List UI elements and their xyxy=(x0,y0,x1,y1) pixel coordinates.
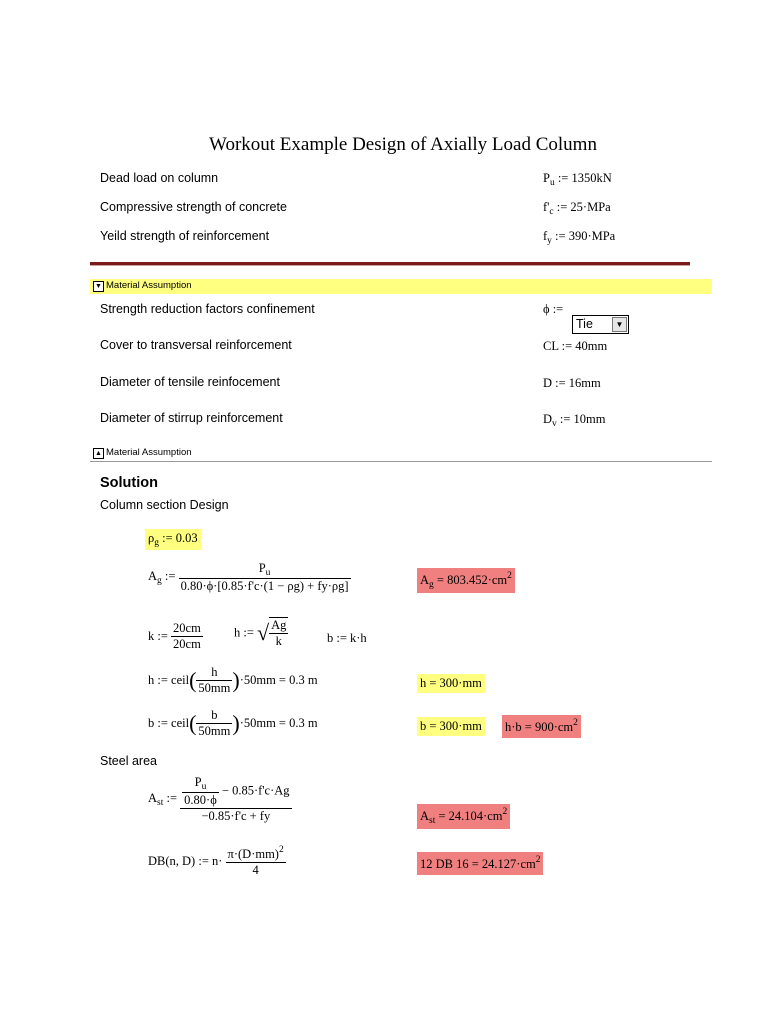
phi-select[interactable] xyxy=(572,315,629,334)
result-h: h = 300·mm xyxy=(417,674,485,693)
steel-area-heading: Steel area xyxy=(100,754,157,768)
expr-cl[interactable]: CL := 40mm xyxy=(543,339,608,353)
expr-h-ceil[interactable]: h := ceil( $\frac{h}{50mm}$ )·50mm = 0.3 m xyxy=(148,665,318,695)
expr-b[interactable]: b := k·h xyxy=(327,631,367,645)
result-b: b = 300·mm xyxy=(417,717,485,736)
label-dead-load: Dead load on column xyxy=(100,171,219,185)
label-diameter-tensile: Diameter of tensile reinfocement xyxy=(100,375,280,389)
label-fy: Yeild strength of reinforcement xyxy=(100,229,270,243)
expr-dv[interactable]: $D_v$ := 10mm xyxy=(543,412,606,429)
expr-fy[interactable]: $f_y$ := 390·MPa xyxy=(543,229,616,246)
result-db: 12 DB $16 = 24.127\cdot cm^2$ xyxy=(417,852,543,875)
label-cover: Cover to transversal reinforcement xyxy=(100,338,292,352)
column-design-subheading: Column section Design xyxy=(100,498,229,512)
expr-phi[interactable]: ϕ := xyxy=(543,302,564,316)
collapse-up-icon[interactable]: ▲ xyxy=(93,448,104,459)
region-start-bar[interactable] xyxy=(90,279,712,294)
expr-fc[interactable]: $f'_c$ := 25·MPa xyxy=(543,200,611,217)
expr-pu[interactable]: $P_u$ := 1350kN xyxy=(543,171,612,188)
region-end-bar[interactable] xyxy=(90,446,712,462)
result-ag: $A_g = 803.452\cdot cm^2$ xyxy=(417,568,515,593)
label-phi: Strength reduction factors confinement xyxy=(100,302,315,316)
result-hb: $h\cdot b = 900\cdot cm^2$ xyxy=(502,715,581,738)
expr-db[interactable]: DB(n, D) := n· $\frac{\pi\cdot(D\cdot mm)^2}{4}$ xyxy=(148,845,284,877)
result-ast: $A_{st} = 24.104\cdot cm^2$ xyxy=(417,804,510,829)
label-fc: Compressive strength of concrete xyxy=(100,200,287,214)
expr-ag[interactable]: $A_g$ := $\frac{P_u}{0.80\cdot\phi\cdot[0.85\cdot f'c\cdot(1 - \rho g) + fy\cdot\rho g]}$ xyxy=(148,561,349,593)
section-divider xyxy=(90,262,690,266)
expr-d[interactable]: D := 16mm xyxy=(543,376,601,390)
region-end-label: Material Assumption xyxy=(106,447,192,458)
expr-b-ceil[interactable]: b := ceil( $\frac{b}{50mm}$ )·50mm = 0.3 m xyxy=(148,708,318,738)
solution-heading: Solution xyxy=(100,475,158,491)
phi-select-value: Tie xyxy=(576,317,593,331)
expr-k[interactable]: k := $\frac{20cm}{20cm}$ xyxy=(148,621,201,651)
expr-rho-g[interactable]: $\rho_g$ := 0.03 xyxy=(145,529,201,550)
expr-h-sqrt[interactable]: h := √ $\frac{Ag}{k}$ xyxy=(234,618,287,648)
label-diameter-stirrup: Diameter of stirrup reinforcement xyxy=(100,411,283,425)
collapse-down-icon[interactable]: ▼ xyxy=(93,281,104,292)
expr-ast[interactable]: $A_{st}$ := $\frac{P_u}{0.80\cdot\phi}$ − 0.85·f'c·Ag −0.85·f'c + fy xyxy=(148,775,290,823)
chevron-down-icon[interactable]: ▼ xyxy=(612,317,627,332)
page-title: Workout Example Design of Axially Load Column xyxy=(209,134,597,155)
region-start-label: Material Assumption xyxy=(106,280,192,291)
